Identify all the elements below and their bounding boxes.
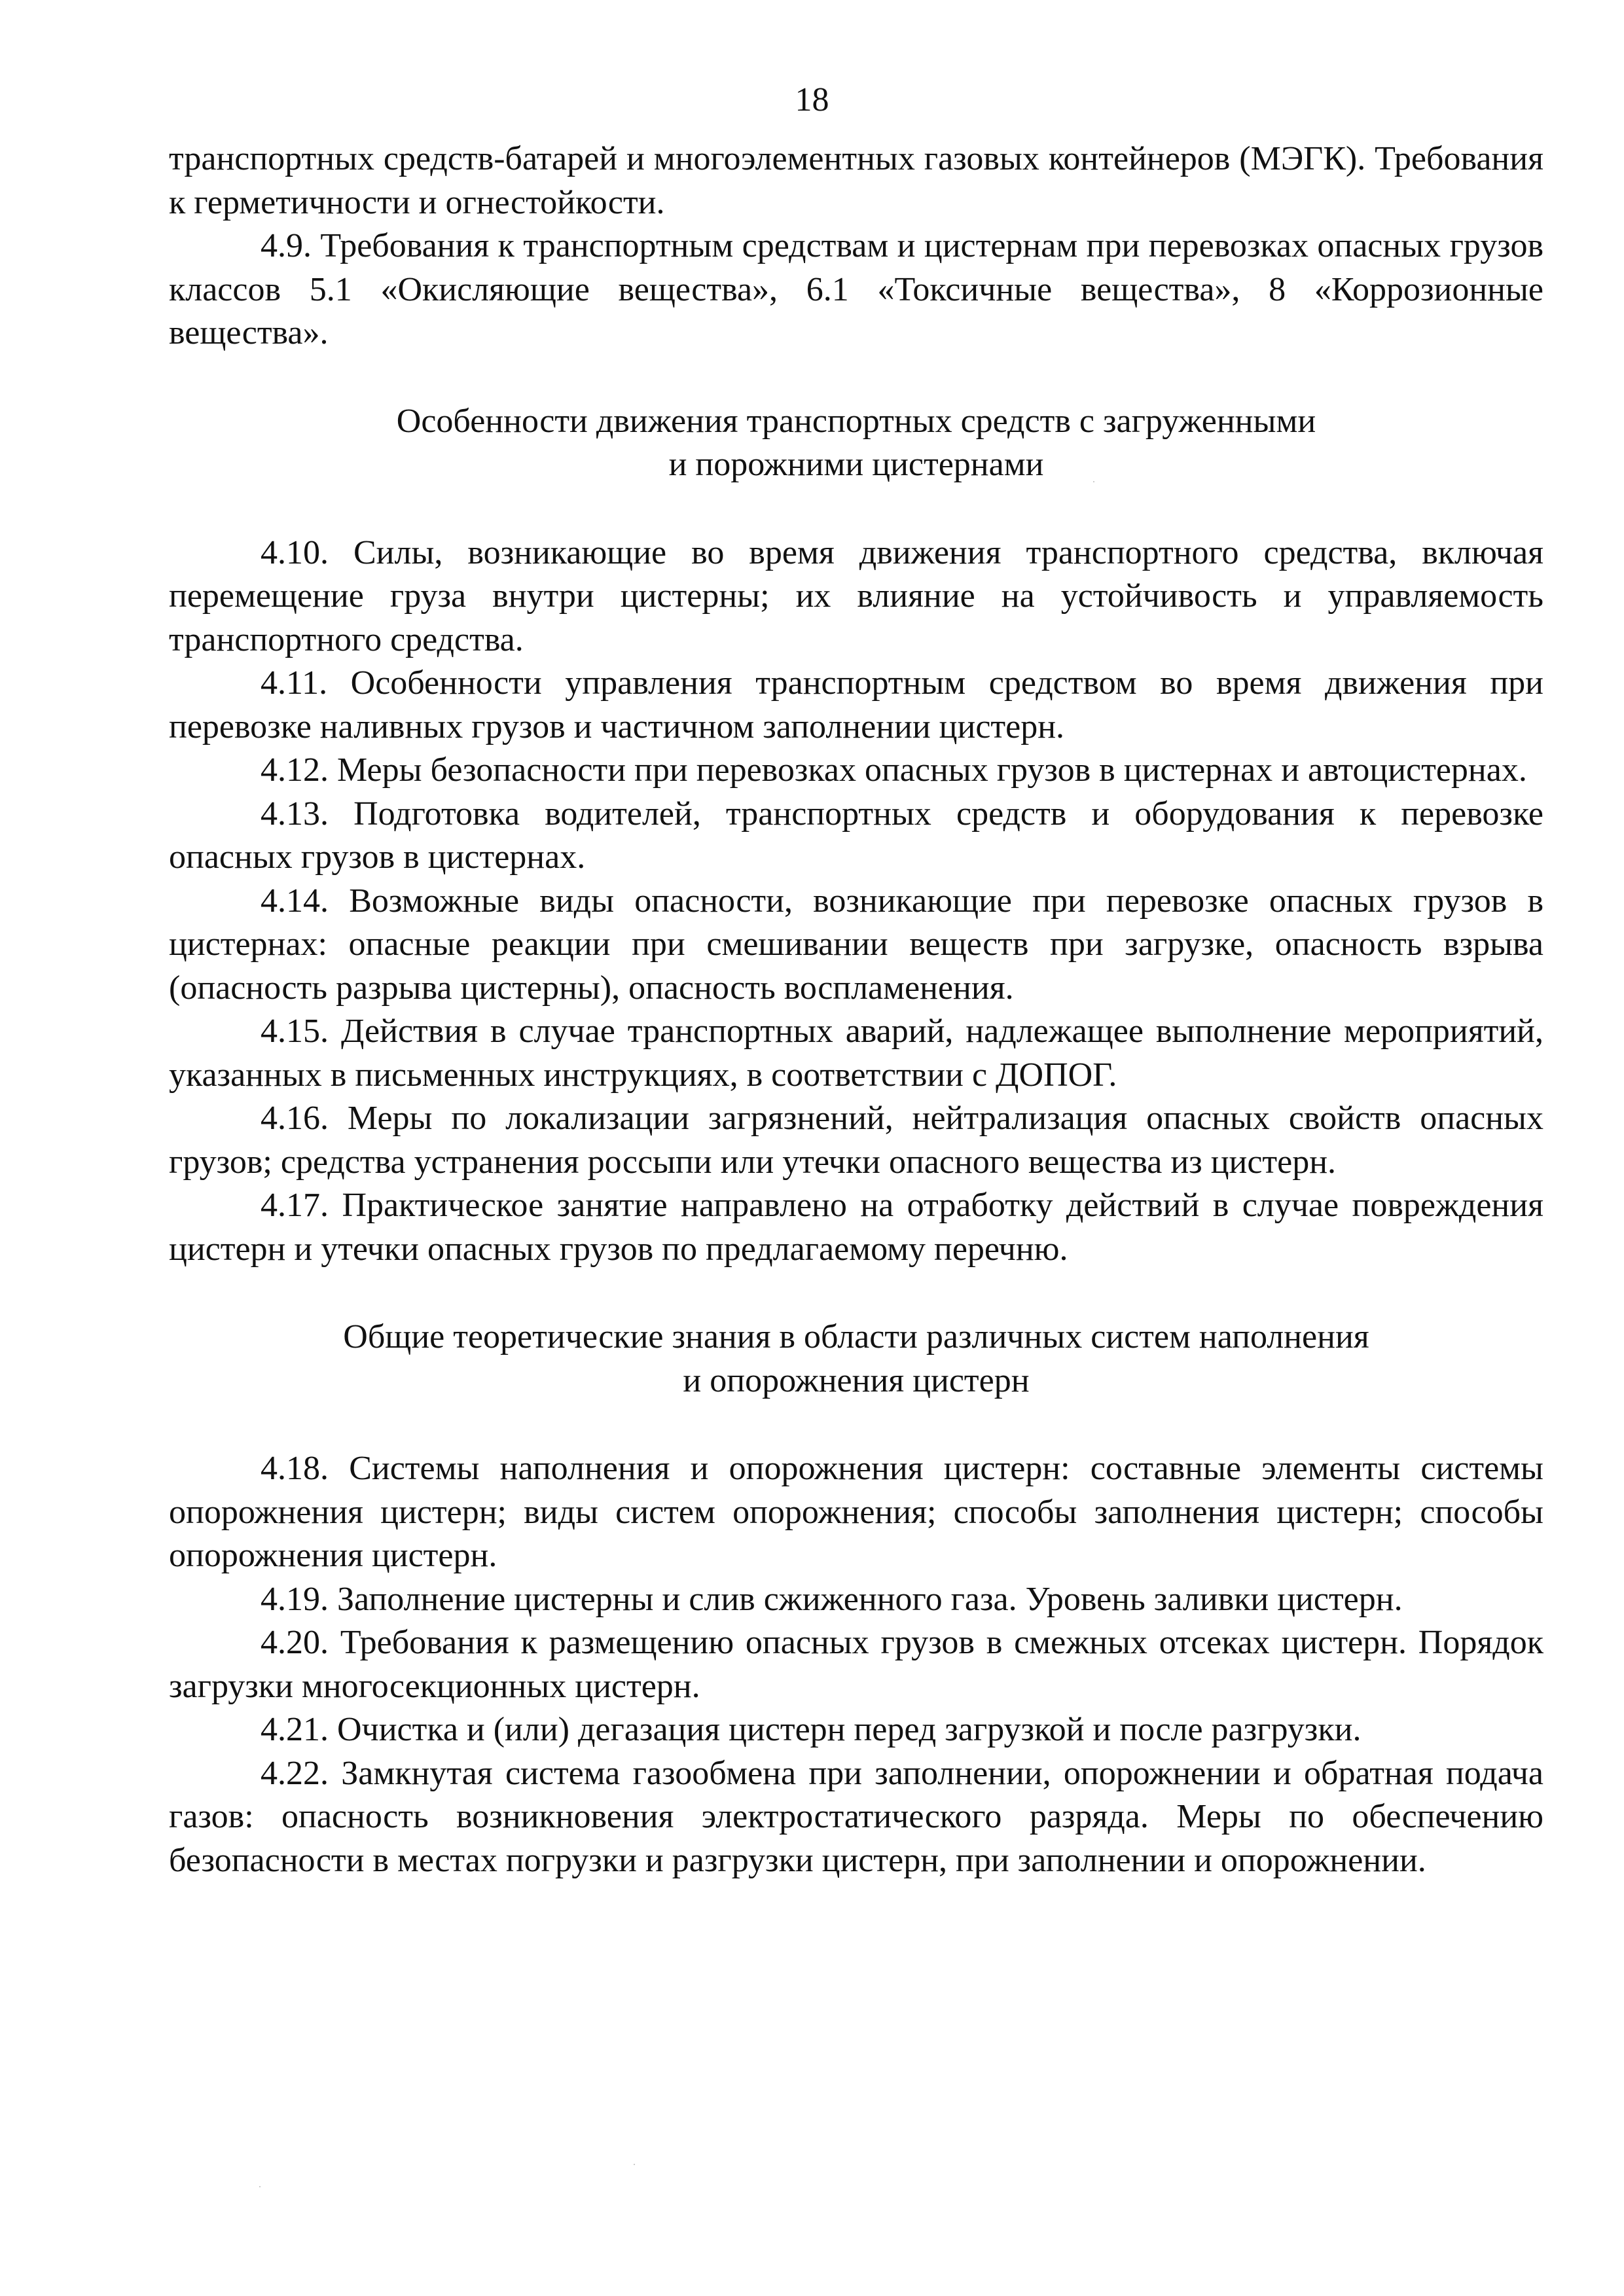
section-items-filling-systems bbox=[169, 1447, 1543, 1882]
paragraph-4-22: 4.22. Замкнутая система газообмена при заполнении, опорожнении и обратная подача газов: опасность возникновения электростатического разряда. Меры по обеспечению безопасности в местах погрузки и разгрузки цистерн, при заполнении и опорожнении. bbox=[169, 1754, 1543, 1879]
section-heading-line: и опорожнения цистерн bbox=[683, 1361, 1030, 1399]
paragraph-4-21: 4.21. Очистка и (или) дегазация цистерн перед загрузкой и после разгрузки. bbox=[261, 1711, 1362, 1748]
paragraph-4-15: 4.15. Действия в случае транспортных аварий, надлежащее выполнение мероприятий, указанных в письменных инструкциях, в соответствии с ДОПОГ. bbox=[169, 1013, 1543, 1094]
section-items-tank-movement bbox=[169, 531, 1543, 1272]
paragraph-4-12: 4.12. Меры безопасности при перевозках опасных грузов в цистернах и автоцистернах. bbox=[261, 751, 1527, 789]
section-heading-tank-movement bbox=[169, 400, 1543, 487]
paragraph-4-17: 4.17. Практическое занятие направлено на отработку действий в случае повреждения цистерн и утечки опасных грузов по предлагаемому перечню. bbox=[169, 1187, 1543, 1268]
paragraph-4-20: 4.20. Требования к размещению опасных грузов в смежных отсеках цистерн. Порядок загрузки многосекционных цистерн. bbox=[169, 1624, 1543, 1705]
page-content bbox=[169, 137, 1543, 1882]
section-heading-line: Особенности движения транспортных средств с загруженными bbox=[396, 402, 1316, 440]
scan-speck bbox=[259, 2186, 261, 2187]
section-heading-filling-systems bbox=[169, 1316, 1543, 1403]
scan-speck bbox=[1093, 481, 1094, 482]
section-heading-line: и порожними цистернами bbox=[668, 446, 1044, 483]
paragraph-4-9: 4.9. Требования к транспортным средствам и цистернам при перевозках опасных грузов классов 5.1 «Окисляющие вещества», 6.1 «Токсичные вещества», 8 «Коррозионные вещества». bbox=[169, 227, 1543, 351]
paragraph-4-14: 4.14. Возможные виды опасности, возникающие при перевозке опасных грузов в цистернах: опасные реакции при смешивании веществ при загрузке, опасность взрыва (опасность разрыва цистерны), опасность воспламенения. bbox=[169, 882, 1543, 1007]
paragraph-4-13: 4.13. Подготовка водителей, транспортных средств и оборудования к перевозке опасных грузов в цистернах. bbox=[169, 795, 1543, 876]
paragraph-4-18: 4.18. Системы наполнения и опорожнения цистерн: составные элементы системы опорожнения цистерн; виды систем опорожнения; способы заполнения цистерн; способы опорожнения цистерн. bbox=[169, 1450, 1543, 1574]
paragraph-4-11: 4.11. Особенности управления транспортным средством во время движения при перевозке наливных грузов и частичном заполнении цистерн. bbox=[169, 664, 1543, 745]
scan-speck bbox=[634, 2164, 635, 2165]
section-heading-line: Общие теоретические знания в области различных систем наполнения bbox=[343, 1318, 1369, 1355]
page-number: 18 bbox=[795, 81, 829, 118]
paragraph-4-16: 4.16. Меры по локализации загрязнений, нейтрализация опасных свойств опасных грузов; средства устранения россыпи или утечки опасного вещества из цистерн. bbox=[169, 1100, 1543, 1181]
paragraph-4-10: 4.10. Силы, возникающие во время движения транспортного средства, включая перемещение груза внутри цистерны; их влияние на устойчивость и управляемость транспортного средства. bbox=[169, 533, 1543, 658]
intro-paragraph: транспортных средств-батарей и многоэлементных газовых контейнеров (МЭГК). Требования к герметичности и огнестойкости. bbox=[169, 140, 1543, 221]
paragraph-4-19: 4.19. Заполнение цистерны и слив сжиженного газа. Уровень заливки цистерн. bbox=[261, 1580, 1403, 1618]
